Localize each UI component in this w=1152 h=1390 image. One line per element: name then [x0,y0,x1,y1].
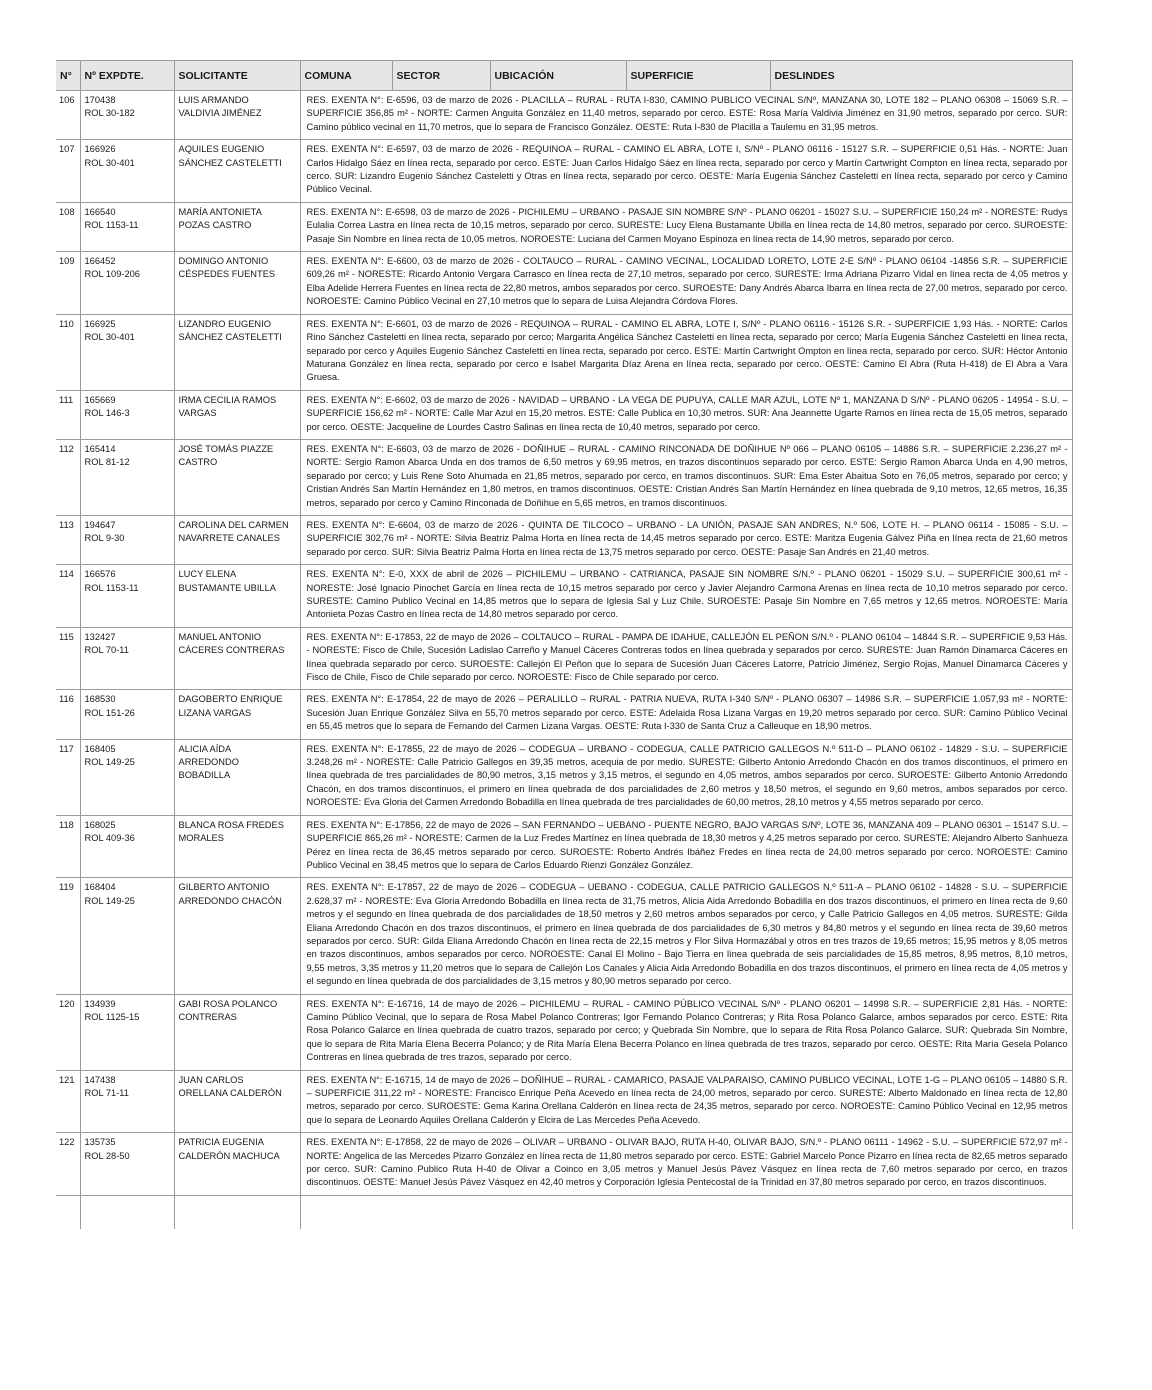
row-number: 111 [56,390,80,439]
rol-number: ROL 30-401 [84,157,135,168]
table-header-row [56,61,1072,91]
rol-number: ROL 1153-11 [84,220,139,231]
expediente-cell [80,390,174,439]
solicitante-cell [174,690,300,739]
table-row [56,314,1072,390]
solicitante-cell [174,515,300,564]
document-sheet [56,60,1072,1332]
table-row [56,1133,1072,1196]
solicitante-name-line: VALDIVIA JIMÉNEZ [178,108,262,119]
header-comuna: COMUNA [300,61,392,91]
solicitante-name-line: GABI ROSA POLANCO [178,998,278,1009]
expediente-number: 166926 [84,144,116,155]
solicitante-name-line: BOBADILLA [178,770,231,781]
solicitante-cell [174,439,300,515]
deslindes-cell: RES. EXENTA N°: E-6603, 03 de marzo de 2026 - DOÑIHUE – RURAL - CAMINO RINCONADA DE DOÑIHUE Nº 066 – PLANO 06105 – 14886 S.R. – SUPERFICIE 2.236,27 m² - NORTE: Sergio Ramon Abarca Unda en dos tramos de 6,50 metros y 69,95 metros, en trazos discontinuos separado por cerco. ESTE: Sergio Ramon Abarca Unda en 4,90 metros, separado por cerco; y Luis Rene Soto Ahumada en 21,85 metros, separado por cerco, en tramos discontinuos. SUR: Ema Ester Abaitua Soto en 76,05 metros, separado por cerco; y Cristian Andrés San Martín Hernández en 1,80 metros, en tramos discontinuos. OESTE: Cristian Andrés San Martín Hernández en línea quebrada de 9,10 metros, 12,65 metros, 16,35 metros, separado por cerco y Camino Rinconada de Doñihue en 5,65 metros, en tramos discontinuos. [300,439,1072,515]
empty-cell [174,1195,300,1229]
expediente-number: 165414 [84,443,116,454]
row-number: 107 [56,140,80,203]
expediente-number: 168530 [84,694,116,705]
solicitante-cell [174,627,300,690]
expediente-number: 166540 [84,206,116,217]
expediente-cell [80,91,174,140]
expediente-cell [80,815,174,878]
expediente-cell [80,1133,174,1196]
row-number: 106 [56,91,80,140]
table-row [56,739,1072,815]
expediente-number: 168405 [84,743,116,754]
empty-cell [80,1195,174,1229]
expediente-number: 170438 [84,95,116,105]
header-sector: SECTOR [392,61,490,91]
rol-number: ROL 146-3 [84,408,130,419]
deslindes-cell: RES. EXENTA N°: E-17857, 22 de mayo de 2026 – CODEGUA – UEBANO - CODEGUA, CALLE PATRICIO GALLEGOS N.º 511-A – PLANO 06102 - 14828 - S.U. – SUPERFICIE 2.628,37 m² - NORESTE: Eva Gloria Arredondo Bobadilla en línea recta de 31,75 metros, Alicia Aida Arredondo Bobadilla en dos trazos discontinuos, el primero en línea recta de 9,60 metros y el segundo en línea quebrada de dos parcialidades de 18,50 metros y 2,60 metros ambos separados por cerco, y Calle Patricio Gallegos en 4,05 metros. SURESTE: Gilda Eliana Arredondo Chacón en dos trazos discontinuos, el primero en línea quebrada de dos parcialidades de 6,30 metros y 84,80 metros y el segundo en línea recta de 39,60 metros separados por cerco. SUR: Gilda Eliana Arredondo Chacón en línea recta de 22,15 metros y Flor Silva Hormazábal y otros en tres trazos de 19,65 metros; 15,95 metros y 8,05 metros en trazos discontinuos, ambos separados por cerco. NOROESTE: Canal El Molino - Bajo Tierra en línea quebrada de seis parcialidades de 15,85 metros, 8,95 metros, 8,10 metros, 9,55 metros, 3,35 metros y 11,20 metros que lo separa de Callejón Los Canales y Alicia Aida Arredondo Bobadilla en dos trazos discontinuos, el primero en línea recta de 4,05 metros y el segundo en línea quebrada de dos parcialidades de 3,15 metros y 80,90 metros separado por cerco. [300,878,1072,994]
solicitante-name-line: CONTRERAS [178,1011,237,1022]
row-number: 118 [56,815,80,878]
rol-number: ROL 9-30 [84,533,125,544]
deslindes-cell: RES. EXENTA N°: E-6600, 03 de marzo de 2026 - COLTAUCO – RURAL - CAMINO VECINAL, LOCALIDAD LORETO, LOTE 2-E S/Nº - PLANO 06104 -14856 S.R. – SUPERFICIE 609,26 m² - NORESTE: Ricardo Antonio Vergara Carrasco en línea recta de 27,10 metros, separado por cerco. SURESTE: Irma Adriana Pizarro Vidal en línea recta de 4,05 metros y Elba Adelide Herrera Fuentes en línea recta de 22,80 metros, ambos separados por cerco. SUROESTE: Dany Andrés Abarca Ibarra en línea recta de 27,00 metros, separado por cerco. NOROESTE: Camino Público Vecinal en 27,10 metros que lo separa de Luisa Alejandra Córdova Flores. [300,252,1072,315]
expediente-cell [80,314,174,390]
rol-number: ROL 151-26 [84,707,135,718]
row-number: 114 [56,565,80,628]
solicitante-name-line: JOSÉ TOMÁS PIAZZE [178,443,274,454]
table-row [56,994,1072,1070]
table-row [56,878,1072,994]
solicitante-name-line: POZAS CASTRO [178,220,252,231]
row-number: 108 [56,202,80,251]
expediente-number: 134939 [84,998,116,1009]
solicitante-cell [174,1133,300,1196]
solicitante-name-line: SÁNCHEZ CASTELETTI [178,332,282,343]
rol-number: ROL 1153-11 [84,582,139,593]
rol-number: ROL 81-12 [84,457,130,468]
solicitante-cell [174,878,300,994]
solicitante-name-line: VARGAS [178,408,217,419]
rol-number: ROL 30-401 [84,332,135,343]
solicitante-cell [174,202,300,251]
row-number: 115 [56,627,80,690]
expediente-cell [80,565,174,628]
expediente-number: 165669 [84,394,116,405]
table-row [56,627,1072,690]
expediente-number: 147438 [84,1074,116,1085]
deslindes-cell: RES. EXENTA N°: E-16715, 14 de mayo de 2026 – DOÑIHUE – RURAL - CAMARICO, PASAJE VALPARAISO, CAMINO PUBLICO VECINAL, LOTE 1-G – PLANO 06105 – 14880 S.R. – SUPERFICIE 311,22 m² - NORESTE: Francisco Enrique Peña Acevedo en línea recta de 24,00 metros, separado por cerco. SURESTE: Alberto Maldonado en línea recta de 12,80 metros, separado por cerco. SUROESTE: Gema Karina Orellana Calderón en línea recta de 24,35 metros, separado por cerco. NOROESTE: Camino Público Vecinal en 12,95 metros que lo separa de Leonardo Aquiles Orellana Calderón y Elcira de Las Mercedes Peña Acevedo. [300,1070,1072,1133]
row-number: 122 [56,1133,80,1196]
header-expediente: Nº EXPDTE. [80,61,174,91]
expediente-cell [80,202,174,251]
deslindes-cell: RES. EXENTA N°: E-6602, 03 de marzo de 2026 - NAVIDAD – URBANO - LA VEGA DE PUPUYA, CALLE MAR AZUL, LOTE Nº 1, MANZANA D S/Nº - PLANO 06205 - 14954 - S.U. – SUPERFICIE 156,62 m² - NORTE: Calle Mar Azul en 15,20 metros. ESTE: Calle Publica en 10,30 metros. SUR: Ana Jeannette Ugarte Ramos en línea recta de 15,05 metros, separado por cerco. OESTE: Jacqueline de Lourdes Castro Salinas en línea recta de 10,40 metros, separado por cerco. [300,390,1072,439]
solicitante-cell [174,815,300,878]
solicitante-name-line: ALICIA AÍDA [178,743,232,754]
header-superficie: SUPERFICIE [626,61,770,91]
rol-number: ROL 30-182 [84,108,135,119]
table-row [56,390,1072,439]
rol-number: ROL 70-11 [84,645,129,656]
deslindes-cell: RES. EXENTA N°: E-6597, 03 de marzo de 2026 - REQUINOA – RURAL - CAMINO EL ABRA, LOTE I, S/Nº - PLANO 06116 - 15127 S.R. – SUPERFICIE 0,51 Hás. - NORTE: Juan Carlos Hidalgo Sáez en línea recta, separado por cerco. ESTE: Juan Carlos Hidalgo Sáez en línea recta, separado por cerco y Martín Cartwright Compton en línea recta, separado por cerco. SUR: Lizandro Eugenio Sánchez Casteletti y Otras en línea recta, separado por cerco. OESTE: María Eugenia Sánchez Casteletti en línea recta, separado por cerco y Camino Público Vecinal. [300,140,1072,203]
table-row [56,252,1072,315]
solicitante-name-line: DAGOBERTO ENRIQUE [178,694,283,705]
table-row [56,1070,1072,1133]
rol-number: ROL 1125-15 [84,1011,140,1022]
solicitante-name-line: CASTRO [178,457,218,468]
expediente-number: 166452 [84,256,116,267]
expediente-cell [80,627,174,690]
deslindes-cell: RES. EXENTA N°: E-0, XXX de abril de 2026 – PICHILEMU – URBANO - CATRIANCA, PASAJE SIN NOMBRE S/N.º - PLANO 06201 - 15029 S.U. – SUPERFICIE 300,61 m² - NORESTE: José Ignacio Pinochet García en línea recta de 10,15 metros separado por cerco y Javier Alejandro Carmona Arenas en línea recta de 10,10 metros separado por cerco. SURESTE: Camino Publico Vecinal en 14,85 metros que lo separa de Iglesia Sal y Luz Chile. SUROESTE: Pasaje Sin Nombre en 7,65 metros y 12,65 metros. NOROESTE: María Antonieta Pozas Castro en línea recta de 14,80 metros separado por cerco. [300,565,1072,628]
deslindes-cell: RES. EXENTA N°: E-17854, 22 de mayo de 2026 – PERALILLO – RURAL - PATRIA NUEVA, RUTA I-340 S/Nº - PLANO 06307 – 14986 S.R. – SUPERFICIE 1.057,93 m² - NORTE: Sucesión Juan Enrique González Silva en 55,70 metros separado por cerco. ESTE: Adelaida Rosa Lizana Vargas en 19,20 metros separado por cerco. SUR: Camino Público Vecinal en 55,45 metros que lo separa de Fernando del Carmen Lizana Vargas. OESTE: Ruta I-330 de Santa Cruz a Calleuque en 18,90 metros. [300,690,1072,739]
solicitante-name-line: LUIS ARMANDO [178,95,249,105]
solicitante-cell [174,565,300,628]
table-row [56,140,1072,203]
rol-number: ROL 409-36 [84,833,135,844]
rol-number: ROL 28-50 [84,1150,130,1161]
expediente-cell [80,140,174,203]
solicitante-name-line: IRMA CECILIA RAMOS [178,394,277,405]
solicitante-name-line: PATRICIA EUGENIA [178,1137,264,1148]
solicitante-name-line: ARREDONDO [178,757,239,768]
solicitante-name-line: ARREDONDO CHACÓN [178,895,282,906]
deslindes-cell: RES. EXENTA N°: E-6598, 03 de marzo de 2026 - PICHILEMU – URBANO - PASAJE SIN NOMBRE S/Nº - PLANO 06201 - 15027 S.U. – SUPERFICIE 150,24 m² - NORESTE: Rudys Eulalia Correa Lastra en línea recta de 10,15 metros, separado por cerco. SURESTE: Lucy Elena Bustamante Ubilla en línea recta de 14,80 metros, separado por cerco. SUROESTE: Pasaje Sin Nombre en línea recta de 10,05 metros. NOROESTE: Luciana del Carmen Moyano Espinoza en línea recta de 14,90 metros, separado por cerco. [300,202,1072,251]
expediente-number: 135735 [84,1137,116,1148]
expediente-cell [80,252,174,315]
expediente-number: 168404 [84,882,116,893]
solicitante-cell [174,1070,300,1133]
row-number: 117 [56,739,80,815]
solicitante-name-line: GILBERTO ANTONIO [178,882,270,893]
table-row [56,565,1072,628]
table-row [56,690,1072,739]
solicitante-name-line: CAROLINA DEL CARMEN [178,519,289,530]
solicitante-name-line: MARÍA ANTONIETA [178,206,262,217]
deslindes-cell: RES. EXENTA N°: E-17855, 22 de mayo de 2026 – CODEGUA – URBANO - CODEGUA, CALLE PATRICIO GALLEGOS N.º 511-D – PLANO 06102 - 14829 - S.U. – SUPERFICIE 3.248,26 m² - NORESTE: Calle Patricio Gallegos en 39,35 metros, acequia de por medio. SURESTE: Gilberto Antonio Arredondo Chacón en dos tramos discontinuos, el primero en línea quebrada de tres parcialidades de 80,90 metros, 3,15 metros y 3,15 metros, el segundo en 4,05 metros, ambos separados por cerco. SUROESTE: Gilberto Antonio Arredondo Chacón, en dos tramos discontinuos, el primero en línea quebrada de dos parcialidades de 2,60 metros y 18,50 metros, el segundo en 9,60 metros, ambos separados por cerco. NOROESTE: Eva Gloria del Carmen Arredondo Bobadilla en línea quebrada de tres parcialidades de 60,00 metros, 28,10 metros y 4,55 metros separado por cerco. [300,739,1072,815]
header-solicitante: SOLICITANTE [174,61,300,91]
header-n: N° [56,61,80,91]
deslindes-cell: RES. EXENTA N°: E-16716, 14 de mayo de 2026 – PICHILEMU – RURAL - CAMINO PÚBLICO VECINAL S/Nº - PLANO 06201 – 14998 S.R. – SUPERFICIE 2,81 Hás. - NORTE: Camino Público Vecinal, que lo separa de Rosa Mabel Polanco Contreras; Igor Fernando Polanco Contreras; y Rita Rosa Polanco Galarce, ambos separados por cerco. ESTE: Rita Rosa Polanco Galarce en línea quebrada de cuatro trazos, separado por cerco; y Quebrada Sin Nombre, que lo separa de Rita Rosa Polanco Galarce. SUR: Quebrada Sin Nombre, que lo separa de Rita María Elena Becerra Polanco; y de Rita María Elena Becerra Polanco en línea quebrada de tres trazos, separado por cerco. OESTE: Rita María Gesela Polanco Contreras en línea quebrada de tres trazos, separado por cerco. [300,994,1072,1070]
solicitante-cell [174,140,300,203]
solicitante-name-line: LIZANA VARGAS [178,707,252,718]
solicitante-name-line: CÁCERES CONTRERAS [178,645,285,656]
solicitante-name-line: JUAN CARLOS [178,1074,244,1085]
solicitante-cell [174,252,300,315]
expediente-number: 166925 [84,318,116,329]
row-number: 112 [56,439,80,515]
table-row [56,815,1072,878]
deslindes-cell: RES. EXENTA N°: E-17858, 22 de mayo de 2026 – OLIVAR – URBANO - OLIVAR BAJO, RUTA H-40, OLIVAR BAJO, S/N.º - PLANO 06111 - 14962 - S.U. – SUPERFICIE 572,97 m² - NORTE: Angelica de las Mercedes Pizarro González en línea recta de 11,80 metros separado por cerco. ESTE: Gabriel Marcelo Ponce Pizarro en línea recta de 82,65 metros separado por cerco. SUR: Camino Publico Ruta H-40 de Olivar a Coinco en 3,05 metros y Manuel Jesús Pávez Vásquez en línea recta de 7,60 metros separado por cerco, en trazos discontinuos. OESTE: Manuel Jesús Pávez Vásquez en 42,40 metros y Corporación Iglesia Pentecostal de la Trinidad en 37,80 metros separado por cerco, en trazos discontinuos. [300,1133,1072,1196]
expediente-cell [80,515,174,564]
solicitante-name-line: BUSTAMANTE UBILLA [178,582,276,593]
solicitante-name-line: ORELLANA CALDERÓN [178,1088,282,1098]
expediente-cell [80,878,174,994]
expediente-number: 168025 [84,819,116,830]
solicitante-name-line: NAVARRETE CANALES [178,533,280,544]
solicitante-name-line: MANUEL ANTONIO [178,631,262,642]
deslindes-cell: RES. EXENTA N°: E-6601, 03 de marzo de 2026 - REQUINOA – RURAL - CAMINO EL ABRA, LOTE I, S/Nº - PLANO 06116 - 15126 S.R. - SUPERFICIE 1,93 Hás. - NORTE: Carlos Rino Sánchez Casteletti en línea recta, separado por cerco; Margarita Angélica Sánchez Casteletti en línea recta, separado por cerco; María Eugenia Sánchez Casteletti en línea recta, separado por cerco y Aquiles Eugenio Sánchez Casteletti en línea recta, separado por cerco. ESTE: Martín Cartwright Ompton en línea recta, separado por cerco. SUR: Héctor Antonio Maturana González en línea recta, separado por cerco e Isabel Margarita Díaz Arena en línea recta, separado por cerco. OESTE: Camino El Abra (Ruta H-418) de El Abra a Vara Gruesa. [300,314,1072,390]
row-number: 119 [56,878,80,994]
solicitante-name-line: LUCY ELENA [178,569,237,580]
solicitante-cell [174,994,300,1070]
deslindes-cell: RES. EXENTA N°: E-6596, 03 de marzo de 2026 - PLACILLA – RURAL - RUTA I-830, CAMINO PUBLICO VECINAL S/Nº, MANZANA 30, LOTE 182 – PLANO 06308 – 15069 S.R. – SUPERFICIE 356,85 m² - NORTE: Carmen Anguita González en 11,40 metros, separado por cerco. ESTE: Rosa María Valdivia Jiménez en 31,90 metros, separado por cerco. SUR: Camino público vecinal en 11,70 metros, que lo separa de Francisco González. OESTE: Ruta I-830 de Placilla a Taulemu en 31,95 metros. [300,91,1072,140]
row-number: 113 [56,515,80,564]
row-number: 116 [56,690,80,739]
solicitante-name-line: LIZANDRO EUGENIO [178,318,271,329]
empty-row [56,1195,1072,1229]
table-row [56,91,1072,140]
expediente-cell [80,439,174,515]
empty-cell [56,1195,80,1229]
table-row [56,515,1072,564]
expedientes-table [56,60,1073,1229]
expediente-cell [80,1070,174,1133]
table-row [56,202,1072,251]
rol-number: ROL 149-25 [84,757,135,768]
empty-cell [300,1195,1072,1229]
solicitante-name-line: BLANCA ROSA FREDES [178,819,284,830]
expediente-cell [80,739,174,815]
row-number: 121 [56,1070,80,1133]
solicitante-name-line: AQUILES EUGENIO [178,144,265,155]
expediente-number: 166576 [84,569,116,580]
solicitante-cell [174,390,300,439]
rol-number: ROL 149-25 [84,895,135,906]
solicitante-cell [174,314,300,390]
header-ubicacion: UBICACIÓN [490,61,626,91]
solicitante-name-line: CALDERÓN MACHUCA [178,1150,280,1161]
table-row [56,439,1072,515]
deslindes-cell: RES. EXENTA N°: E-17856, 22 de mayo de 2026 – SAN FERNANDO – UEBANO - PUENTE NEGRO, BAJO VARGAS S/Nº, LOTE 36, MANZANA 409 – PLANO 06301 – 15147 S.U. – SUPERFICIE 865,26 m² - NORESTE: Carmen de la Luz Fredes Martínez en línea quebrada de 18,30 metros y 4,25 metros separado por cerco. SURESTE: Alejandro Alberto Sanhueza Pérez en línea recta de 36,45 metros separado por cerco. SUROESTE: Roberto Andrés Ibáñez Fredes en línea recta de 24,00 metros separado por cerco. NOROESTE: Camino Publico Vecinal en 38,45 metros que lo separa de Carlos Eduardo Rienzi González González. [300,815,1072,878]
table-body [56,91,1072,1230]
solicitante-name-line: SÁNCHEZ CASTELETTI [178,157,282,168]
deslindes-cell: RES. EXENTA N°: E-17853, 22 de mayo de 2026 – COLTAUCO – RURAL - PAMPA DE IDAHUE, CALLEJÓN EL PEÑON S/N.º - PLANO 06104 – 14844 S.R. – SUPERFICIE 9,53 Hás. - NORESTE: Fisco de Chile, Sucesión Ladislao Carreño y Manuel Cáceres Contreras todos en línea quebrada y separados por cerco. SURESTE: Juan Ramón Dinamarca Cáceres en línea quebrada separado por cerco. SUROESTE: Callejón El Peñon que lo separa de Sucesión Juan Cáceres Latorre, Patricio Jiménez, Sergio Rojas, Manuel Dinamarca Cáceres y Fisco de Chile, Fisco de Chile separado por cerco. NOROESTE: Fisco de Chile separado por cerco. [300,627,1072,690]
solicitante-name-line: MORALES [178,833,224,844]
solicitante-cell [174,91,300,140]
expediente-cell [80,994,174,1070]
rol-number: ROL 71-11 [84,1088,129,1098]
rol-number: ROL 109-206 [84,269,140,280]
solicitante-cell [174,739,300,815]
expediente-number: 194647 [84,519,116,530]
deslindes-cell: RES. EXENTA N°: E-6604, 03 de marzo de 2026 - QUINTA DE TILCOCO – URBANO - LA UNIÓN, PASAJE SAN ANDRES, N.º 506, LOTE H. – PLANO 06114 - 15085 - S.U. – SUPERFICIE 302,76 m² - NORTE: Silvia Beatriz Palma Horta en línea recta de 14,45 metros separado por cerco. ESTE: Maritza Eugenia Gálvez Piña en línea recta de 21,60 metros separado por cerco. SUR: Silvia Beatriz Palma Horta en línea recta de 13,75 metros separado por cerco. OESTE: Pasaje San Andrés en 21,40 metros. [300,515,1072,564]
solicitante-name-line: DOMINGO ANTONIO [178,256,269,267]
header-deslindes: DESLINDES [770,61,1072,91]
row-number: 110 [56,314,80,390]
row-number: 120 [56,994,80,1070]
expediente-number: 132427 [84,631,116,642]
row-number: 109 [56,252,80,315]
expediente-cell [80,690,174,739]
solicitante-name-line: CÉSPEDES FUENTES [178,269,276,280]
